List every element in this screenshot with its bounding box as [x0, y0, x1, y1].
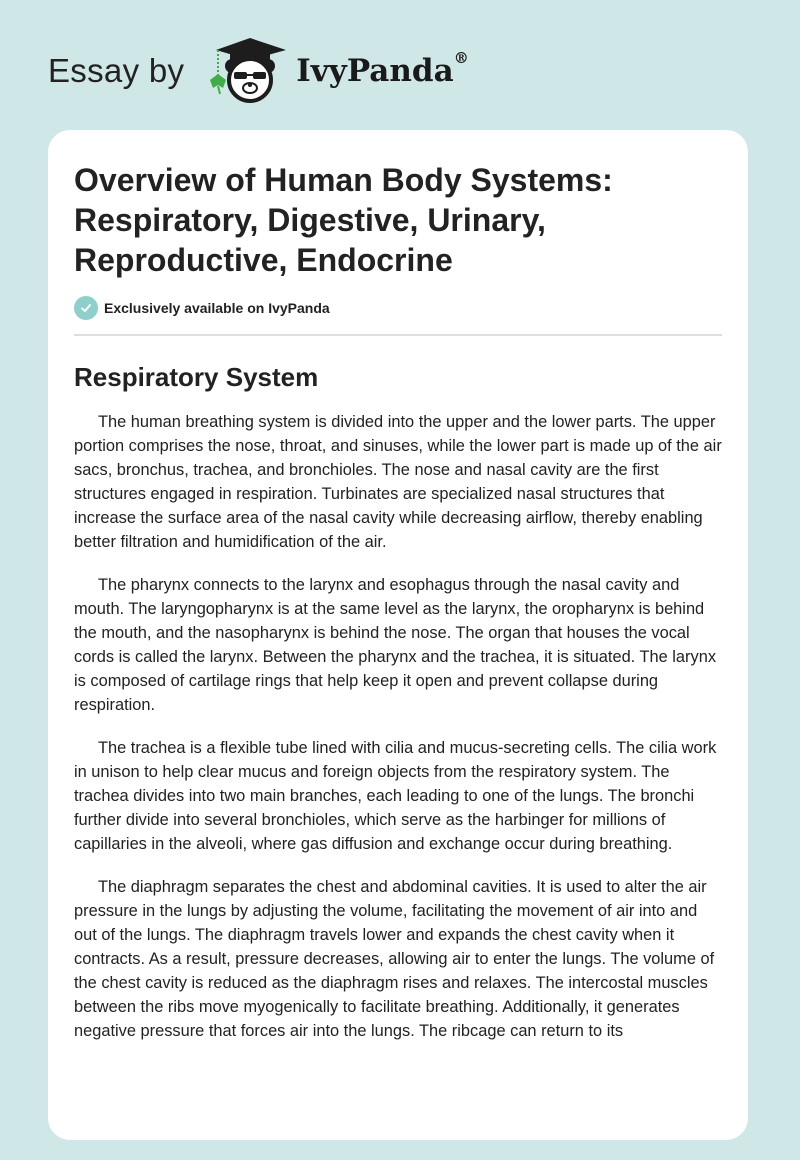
brand-text: IvyPanda — [296, 53, 454, 89]
paragraph: The human breathing system is divided into the upper and the lower parts. The upper portion comprises the nose, throat, and sinuses, while the lower part is made up of the air sacs, bronchus, trachea, and bronchioles. The nose and nasal cavity are the first structures engaged in respiration. Turbinates are specialized nasal structures that increase the surface area of the nasal cavity while decreasing airflow, thereby enabling better filtration and humidification of the air. — [74, 413, 722, 551]
check-icon — [74, 296, 98, 320]
essay-card — [48, 130, 748, 1140]
ivypanda-logo-icon[interactable] — [206, 36, 292, 106]
paragraph: The pharynx connects to the larynx and esophagus through the nasal cavity and mouth. The laryngopharynx is at the same level as the larynx, the oropharynx is behind the mouth, and the nasopharynx is behind the nose. The organ that houses the vocal cords is called the larynx. Between the pharynx and the trachea, it is situated. The larynx is composed of cartilage rings that help keep it open and prevent collapse during respiration. — [74, 576, 717, 714]
brand-name — [296, 49, 469, 89]
divider — [74, 334, 722, 336]
paragraph: The diaphragm separates the chest and abdominal cavities. It is used to alter the air pressure in the lungs by adjusting the volume, facilitating the movement of air into and out of the lungs. The diaphragm travels lower and expands the chest cavity when it contracts. As a result, pressure decreases, allowing air to enter the lungs. The volume of the chest cavity is reduced as the diaphragm rises and relaxes. The intercostal muscles between the ribs move myogenically to facilitate breathing. Additionally, it generates negative pressure that forces air into the lungs. The ribcage can return to its — [74, 878, 715, 1040]
section-heading: Respiratory System — [74, 362, 319, 392]
page-title: Overview of Human Body Systems: Respiratory, Digestive, Urinary, Reproductive, Endocrine — [74, 162, 613, 278]
site-header — [48, 36, 469, 106]
registered-mark: ® — [453, 49, 469, 67]
badge-label: Exclusively available on IvyPanda — [104, 300, 330, 316]
essay-by-label: Essay by — [48, 52, 185, 89]
paragraph: The trachea is a flexible tube lined with cilia and mucus-secreting cells. The cilia work in unison to help clear mucus and foreign objects from the respiratory system. The trachea divides into two main branches, each leading to one of the lungs. The bronchi further divide into several bronchioles, which serve as the harbinger for millions of capillaries in the alveoli, where gas diffusion and exchange occur during breathing. — [74, 739, 717, 853]
exclusive-badge — [74, 296, 722, 320]
